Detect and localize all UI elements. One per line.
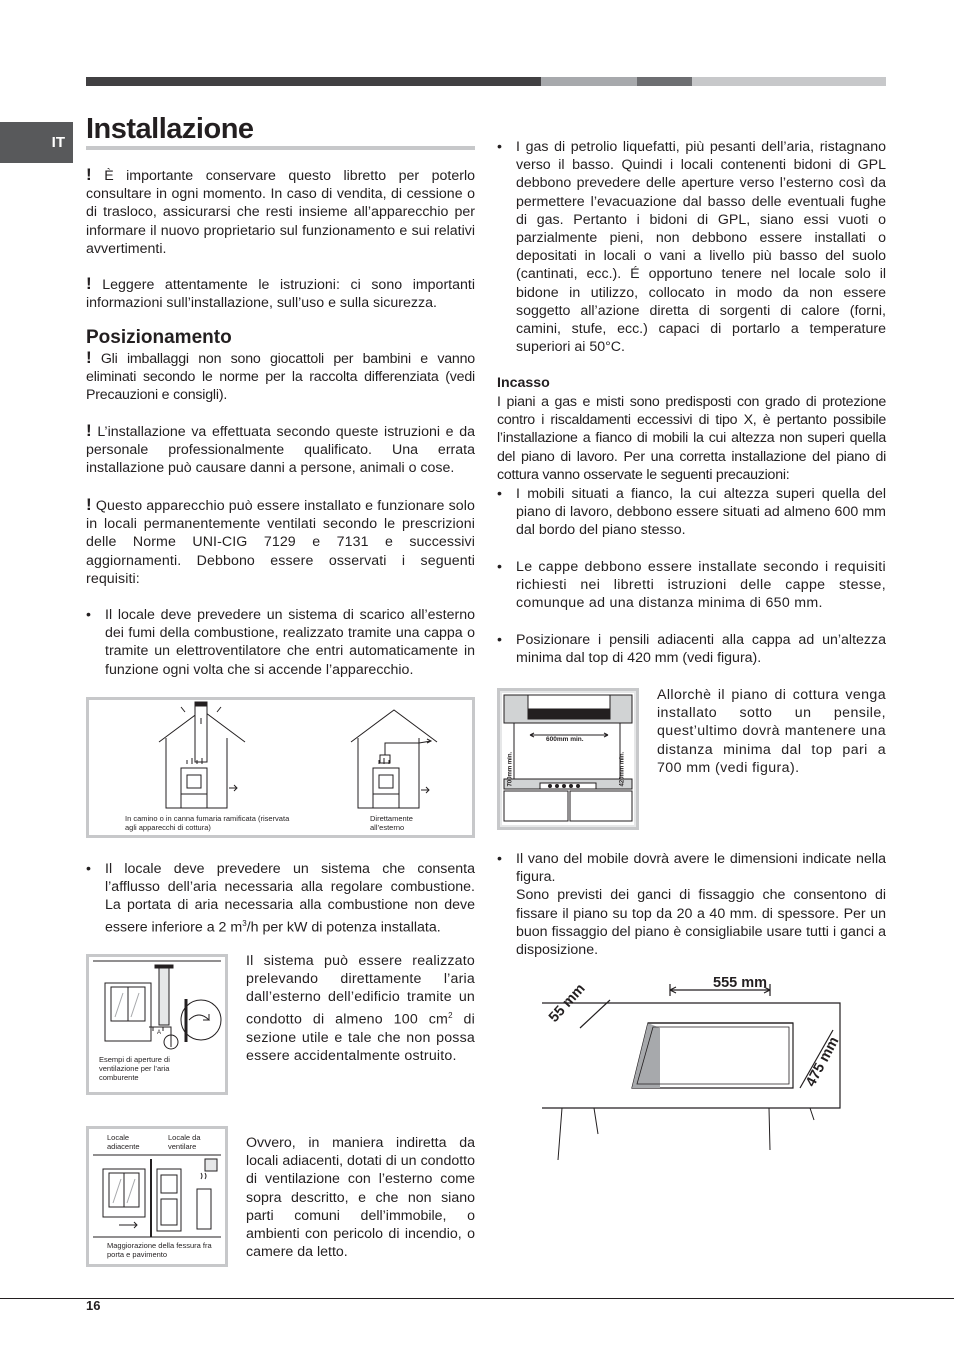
- page-number: 16: [86, 1298, 101, 1313]
- bullet-hoods: • Le cappe debbono essere installate secondo i requisiti richiesti nei libretti istruzioni delle cappe stesse, comunque ad una distanza minima di 650 mm.: [497, 559, 886, 612]
- dimension-555mm: 555 mm: [713, 975, 768, 991]
- paragraph-incasso: I piani a gas e misti sono predisposti con grado di protezione contro i riscaldamenti eccessivi di tipo X, è pertanto possibile l’installazione a fianco di mobili la cui altezza non superi quella del piano di lavoro. Per una corretta installazione del piano di cottura vanno osservate le seguenti precauzioni:: [497, 394, 886, 483]
- bar-segment: [86, 77, 541, 86]
- caption-ventilation-examples: Esempi di aperture di ventilazione per l’aria comburente: [99, 1055, 170, 1082]
- paragraph-wall-cabinet-700: Allorchè il piano di cottura venga installato sotto un pensile, quest’ultimo dovrà mantenere una distanza minima dal top pari a 700 mm (vedi figura).: [657, 687, 886, 776]
- bullet-wall-cabinets: • Posizionare i pensili adiacenti alla cappa ad un’altezza minima dal top di 420 mm (vedi figura).: [497, 632, 886, 667]
- paragraph-direct-air: Il sistema può essere realizzato prelevando direttamente l’aria dall’esterno dell’edificio tramite un condotto di almeno 100 $cm^2$ di sezione utile e tale che non possa essere accidentalmente ostruito.: [246, 953, 475, 1064]
- section-heading-posizionamento: Posizionamento: [86, 327, 232, 348]
- dimension-55mm: 55 mm: [546, 980, 589, 1026]
- page-title: Installazione: [86, 113, 254, 145]
- label-700mm: 700mm min.: [507, 751, 514, 787]
- paragraph-packaging: ! Gli imballaggi non sono giocattoli per bambini e vanno eliminati secondo le norme per la raccolta differenziata (vedi Precauzioni e consigli).: [86, 348, 475, 404]
- caption-direct-outside: Direttamente all’esterno: [370, 814, 413, 832]
- bullet-air-intake: • Il locale deve prevedere un sistema che consenta l’afflusso dell’aria necessaria alla regolare combustione. La portata di aria necessaria alla combustione non deve essere inferiore a 2 $m^3/h$ per kW di potenza installata.: [86, 861, 475, 936]
- label-room-to-ventilate: Locale da ventilare: [168, 1133, 201, 1151]
- bullet-side-furniture: • I mobili situati a fianco, la cui altezza superi quella del piano di lavoro, debbono essere situati ad almeno 600 mm dal bordo del piano stesso.: [497, 486, 886, 539]
- paragraph-keep-manual: ! È importante conservare questo libretto per poterlo consultare in ogni momento. In caso di vendita, di cessione o di trasloco, assicurarsi che resti insieme all’apparecchio per informare il nuovo proprietario sul funzionamento e sui relativi avvertimenti.: [86, 165, 475, 257]
- language-tab: IT: [0, 122, 73, 163]
- dimension-475mm: 475 mm: [803, 1034, 843, 1090]
- label-a: A: [157, 1030, 162, 1036]
- paragraph-indirect-air: Ovvero, in maniera indiretta da locali adiacenti, dotati di un condotto di ventilazione con l’esterno come sopra descritto, e che non siano parti comuni dell’immobile, o ambienti con pericolo di incendio, o camere da letto.: [246, 1135, 475, 1261]
- figure-exhaust-examples: [86, 697, 475, 838]
- figure-adjacent-rooms: [86, 1126, 228, 1267]
- label-adjacent-room: Locale adiacente: [107, 1133, 140, 1151]
- bar-segment: [541, 77, 637, 86]
- caption-chimney: In camino o in canna fumaria ramificata (riservata agli apparecchi di cottura): [125, 814, 290, 832]
- bar-segment: [692, 77, 886, 86]
- bullet-gpl: • I gas di petrolio liquefatti, più pesanti dell’aria, ristagnano verso il basso. Quindi i locali contenenti bidoni di GPL debbono prevedere delle aperture verso l’esterno così da permettere l’evacuazione dal basso delle eventuali fughe di gas. Pertanto i bidoni di GPL, siano essi vuoti o parzialmente pieni, non debbono essere installati o depositati in locali o vani a livello più basso del suolo (cantinati, ecc.). É opportuno tenere nel locale solo il bidone in utilizzo, collocato in modo da non essere soggetto all’azione diretta di sorgenti di calore (forni, camini, stufe, ecc.) capaci di portarlo a temperature superiori ai 50°C.: [497, 139, 886, 356]
- bullet-cabinet-cutout: • Il vano del mobile dovrà avere le dimensioni indicate nella figura. Sono previsti dei ganci di fissaggio che consentono di fissare il piano su top da 20 a 40 mm. di spessore. Per un buon fissaggio del piano è consigliabile usare tutti i ganci a disposizione.: [497, 851, 886, 959]
- caption-door-gap: Maggiorazione della fessura fra porta e pavimento: [107, 1241, 212, 1259]
- heading-incasso: Incasso: [497, 375, 550, 391]
- figure-clearances: [497, 688, 639, 830]
- bullet-exhaust-system: • Il locale deve prevedere un sistema di scarico all’esterno dei fumi della combustione, realizzato tramite una cappa o tramite un elettroventilatore che entri automaticamente in funzione ogni volta che si accende l’apparecchio.: [86, 607, 475, 678]
- header-color-bar: [86, 77, 886, 86]
- label-600mm: 600mm min.: [546, 736, 584, 743]
- figure-ventilation-openings: [86, 954, 228, 1095]
- paragraph-read-instructions: ! Leggere attentamente le istruzioni: ci sono importanti informazioni sull’installazione, sull’uso e sulla sicurezza.: [86, 274, 475, 312]
- title-underline: [86, 146, 475, 150]
- footer-rule: [0, 1298, 954, 1299]
- bar-segment: [637, 77, 692, 86]
- paragraph-ventilated-rooms: ! Questo apparecchio può essere installato e funzionare solo in locali permanentemente ventilati secondo le prescrizioni delle Norme UNI-CIG 7129 e 7131 e successivi aggiornamenti. Debbono essere osservati i seguenti requisiti:: [86, 495, 475, 587]
- label-420mm: 420mm min.: [619, 751, 626, 787]
- cutout-dimensions-diagram: [540, 970, 850, 1160]
- clearance-diagram: [500, 691, 636, 827]
- paragraph-installation-qualified: ! L’installazione va effettuata secondo queste istruzioni e da personale professionalmente qualificato. Una errata installazione può causare danni a persone, animali o cose.: [86, 421, 475, 477]
